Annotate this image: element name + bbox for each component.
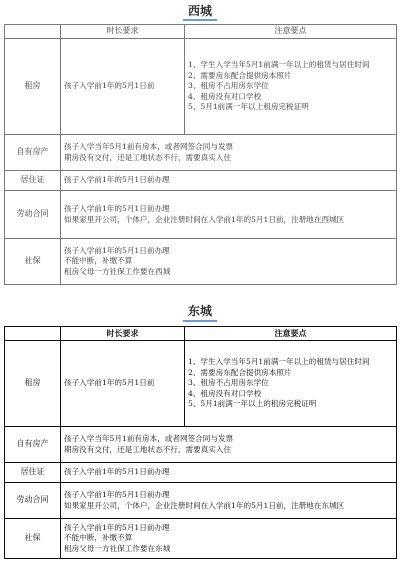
list-item: 孩子入学前1年的5月1日前办理 xyxy=(64,175,170,185)
list-item: 期房没有交付，还是工地状态不行，需要真实入住 xyxy=(64,444,232,454)
list-item: 5、5月1前满一年以上租房完税证明 xyxy=(188,102,309,112)
header-duration: 时长要求 xyxy=(61,327,185,341)
west-table xyxy=(4,24,397,285)
residence-permit-content xyxy=(61,463,397,483)
list-item: 孩子入学前1年的5月1日前办理 xyxy=(64,467,170,477)
table-row xyxy=(5,191,397,239)
social-security-content xyxy=(61,519,397,559)
list-item: 4、租房没有对口学校 xyxy=(188,91,262,101)
row-label-labor-contract: 劳动合同 xyxy=(5,191,61,239)
list-item: 2、需要房东配合提供房本照片 xyxy=(188,367,292,377)
list-item: 孩子入学当年5月1前有房本，或者网签合同与发票 xyxy=(64,142,234,152)
list-item: 不能中断，补缴不算 xyxy=(64,533,133,543)
list-item: 4、租房没有对口学校 xyxy=(188,388,262,398)
rent-points xyxy=(185,341,397,427)
table-row xyxy=(5,171,397,191)
list-item: 孩子入学前1年的5月1日前办理 xyxy=(64,490,170,500)
east-title: 东城 xyxy=(187,304,212,318)
row-label-own-house: 自有房产 xyxy=(5,135,61,171)
row-label-labor-contract: 劳动合同 xyxy=(5,483,61,519)
table-row xyxy=(5,135,397,171)
list-item: 1、学生入学当年5月1前满一年以上的租赁与居住时间 xyxy=(188,357,370,367)
table-row xyxy=(5,463,397,483)
east-title-underline xyxy=(183,320,217,322)
west-title-underline xyxy=(183,19,217,21)
list-item: 如果家里开公司，个体户，企业注册时间在入学前1年的5月1日前，注册地在东城区 xyxy=(64,500,345,510)
list-item: 1、学生入学当年5月1前满一年以上的租赁与居住时间 xyxy=(188,60,370,70)
east-table xyxy=(4,326,397,559)
row-label-social-security: 社保 xyxy=(5,519,61,559)
table-row xyxy=(5,483,397,519)
table-row xyxy=(5,239,397,285)
west-section xyxy=(0,0,400,20)
header-blank xyxy=(5,327,61,341)
list-item: 不能中断，补缴不算 xyxy=(64,256,133,266)
west-title: 西城 xyxy=(187,4,212,18)
list-item: 如果家里开公司，个体户，企业注册时间在入学前1年的5月1日前，注册地在西城区 xyxy=(64,214,345,224)
own-house-content xyxy=(61,427,397,463)
list-item: 5、5月1前满一年以上的租房完税证明 xyxy=(188,399,317,409)
table-header-row xyxy=(5,327,397,341)
list-item: 孩子入学前1年的5月1日前办理 xyxy=(64,245,170,255)
table-row xyxy=(5,519,397,559)
list-item: 孩子入学当年5月1前有房本，或者网签合同与发票 xyxy=(64,434,234,444)
list-item: 孩子入学前1年的5月1日前办理 xyxy=(64,522,170,532)
rent-points xyxy=(185,39,397,135)
list-item: 3、租房不占用房东学位 xyxy=(188,81,269,91)
header-blank xyxy=(5,25,61,39)
labor-contract-content xyxy=(61,483,397,519)
rent-duration: 孩子入学前1年的5月1日前 xyxy=(61,39,185,135)
labor-contract-content xyxy=(61,191,397,239)
list-item: 2、需要房东配合提供房本照片 xyxy=(188,70,292,80)
row-label-residence-permit: 居住证 xyxy=(5,463,61,483)
row-label-rent: 租房 xyxy=(5,39,61,135)
header-points: 注意要点 xyxy=(185,25,397,39)
own-house-content xyxy=(61,135,397,171)
row-label-residence-permit: 居住证 xyxy=(5,171,61,191)
rent-duration: 孩子入学前1年的5月1日前 xyxy=(61,341,185,427)
residence-permit-content xyxy=(61,171,397,191)
social-security-content xyxy=(61,239,397,285)
table-row xyxy=(5,427,397,463)
header-duration: 时长要求 xyxy=(61,25,185,39)
list-item: 租房父母一方社保工作要在东城 xyxy=(64,543,171,553)
table-header-row xyxy=(5,25,397,39)
header-points: 注意要点 xyxy=(185,327,397,341)
row-label-own-house: 自有房产 xyxy=(5,427,61,463)
list-item: 孩子入学前1年的5月1日前办理 xyxy=(64,204,170,214)
list-item: 3、租房不占用房东学位 xyxy=(188,378,269,388)
row-label-rent: 租房 xyxy=(5,341,61,427)
list-item: 期房没有交付，还是工地状态不行，需要真实入住 xyxy=(64,152,232,162)
table-row xyxy=(5,341,397,427)
east-section xyxy=(0,302,400,320)
list-item: 租房父母一方社保工作要在西城 xyxy=(64,266,171,276)
row-label-social-security: 社保 xyxy=(5,239,61,285)
table-row xyxy=(5,39,397,135)
